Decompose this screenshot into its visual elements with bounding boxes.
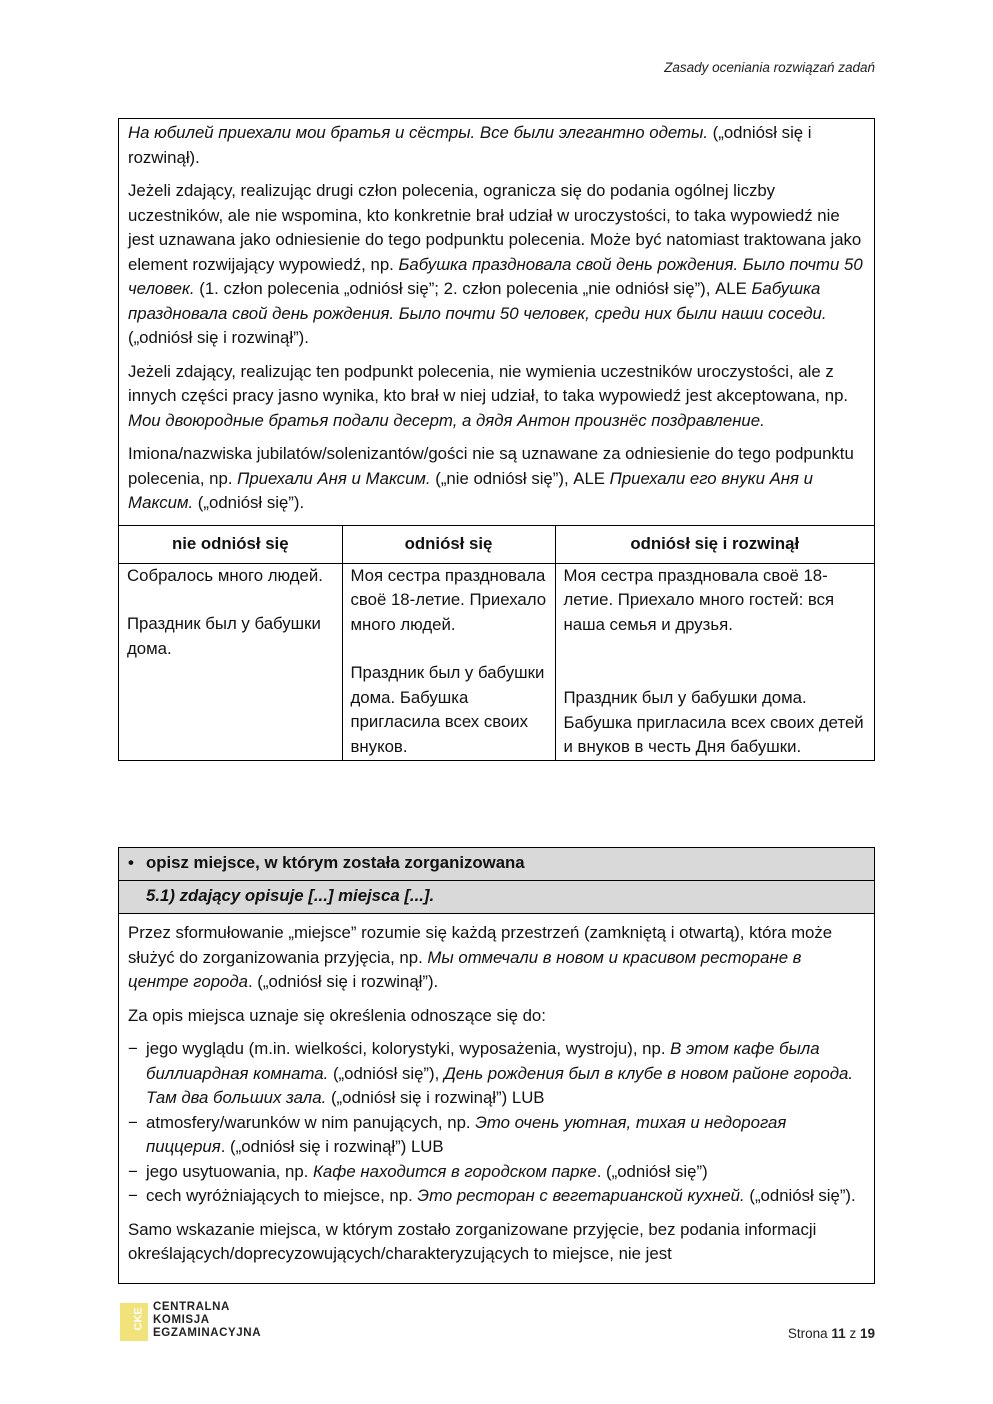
page-prefix: Strona (787, 1326, 832, 1341)
example-ru: На юбилей приехали мои братья и сёстры. Все были элегантно одеты. (128, 123, 708, 142)
header-addressed-developed: odniósł się i rozwinął (555, 525, 874, 563)
table-header-row (119, 525, 874, 563)
example-verdict: („odniósł się i rozwinął). (128, 123, 812, 167)
rule-text: („nie odniósł się”), ALE (430, 468, 610, 488)
example-ru: Моя сестра праздновала своё 18-летие. Приехало много гостей: вся наша семья и друзья. (563, 565, 835, 634)
table-row (119, 563, 874, 760)
example-ru: Это ресторан с вегетарианской кухней. (417, 1186, 745, 1205)
rule-text: Imiona/nazwiska jubilatów/solenizantów/gości nie są uznawane za odniesienie do tego podpunktu polecenia, np. (128, 444, 854, 488)
example-ru: Праздник был у бабушки дома. Бабушка пригласила всех своих внуков. (350, 663, 545, 756)
rule-text: (1. człon polecenia „odniósł się”; 2. człon polecenia „nie odniósł się”), ALE (194, 279, 752, 298)
example-ru: Собралось много людей. (127, 565, 323, 585)
example-verdict: („odniósł się”). (744, 1186, 856, 1205)
header-not-addressed: nie odniósł się (119, 525, 342, 563)
table-cell (119, 563, 342, 760)
page-separator: z (845, 1326, 860, 1341)
page-number (788, 1326, 875, 1341)
example-ru: Приехали его внуки Аня и Максим. (128, 468, 813, 512)
rule-text: atmosfery/warunków w nim panujących, np. (146, 1112, 476, 1132)
rule-text: jego usytuowania, np. (146, 1161, 313, 1181)
list-item (128, 1111, 865, 1160)
example-verdict: . („odniósł się i rozwinął”) LUB (220, 1137, 444, 1156)
criteria-box-place (118, 847, 875, 1284)
spacer (351, 637, 547, 661)
example-ru: Это очень уютная, тихая и недорогая пиццерия (146, 1112, 787, 1156)
logo-line: KOMISJA (153, 1314, 210, 1326)
example-verdict: . („odniósł się i rozwinął”). (247, 972, 439, 991)
rule-paragraph-general-count (128, 179, 865, 351)
example-ru: Кафе находится в городском парке (313, 1161, 597, 1181)
list-intro: Za opis miejsca uznaje się określenia odnoszące się do: (128, 1005, 546, 1025)
logo-line: EGZAMINACYJNA (153, 1327, 262, 1339)
example-ru: День рождения был в клубе в новом районе города. Там два больших зала. (146, 1063, 853, 1107)
requirement-row: 5.1) zdający opisuje [...] miejsca [...]. (119, 881, 874, 914)
bullet-icon: • (128, 853, 134, 872)
table-cell (555, 563, 874, 760)
list-item (128, 1037, 865, 1111)
logo-line: CENTRALNA (153, 1301, 230, 1313)
example-ru: В этом кафе была биллиардная комната. (146, 1039, 820, 1083)
example-verdict: . („odniósł się”) (596, 1161, 708, 1181)
header-addressed: odniósł się (342, 525, 555, 563)
rule-paragraph-context (128, 360, 865, 434)
page-current: 11 (831, 1326, 846, 1341)
example-ru: Моя сестра праздновала своё 18-летие. Приехало много людей. (350, 565, 547, 634)
criteria-text (119, 914, 874, 1267)
example-ru: Бабушка праздновала свой день рождения. Было почти 50 человек, среди них были наши соседи. (128, 279, 827, 323)
task-bullet-text: opisz miejsce, w którym została zorganizowana (146, 853, 525, 872)
example-ru: Приехали Аня и Максим. (237, 468, 431, 488)
example-verdict: („odniósł się”), (328, 1063, 444, 1083)
rule-paragraph-place-only: Samo wskazanie miejsca, w którym zostało zorganizowane przyjęcie, bez podania informacji określających/doprecyzowujących/charakteryzujących to miejsce, nie jest (128, 1219, 817, 1263)
place-criteria-list (128, 1037, 865, 1209)
example-verdict: („odniósł się i rozwinął”) LUB (326, 1088, 545, 1107)
page-header-title: Zasady oceniania rozwiązań zadań (664, 60, 875, 75)
scoring-examples-table (119, 525, 874, 760)
logo-mark-text: CKE (132, 1307, 145, 1331)
example-ru: Праздник был у бабушки дома. Бабушка пригласила всех своих детей и внуков в честь Дня бабушки. (563, 688, 864, 756)
rule-text: Przez sformułowanie „miejsce” rozumie się każdą przestrzeń (zamkniętą i otwartą), która może służyć do zorganizowania przyjęcia, np. (128, 923, 833, 967)
task-bullet (119, 848, 874, 881)
example-verdict: („odniósł się”). (193, 493, 305, 512)
rule-text: jego wyglądu (m.in. wielkości, kolorystyki, wyposażenia, wystroju), np. (146, 1039, 671, 1058)
list-item (128, 1160, 865, 1185)
rule-text: Jeżeli zdający, realizując drugi człon polecenia, ogranicza się do podania ogólnej liczby uczestników, ale nie wspomina, kto konkretnie brał udział w uroczystości, to taka wypowiedź nie jest uznawana jako odniesienie do tego podpunktu polecenia. Może być natomiast traktowana jako element rozwijający wypowiedź, np. (128, 181, 862, 274)
criteria-text (119, 119, 874, 516)
example-ru: Бабушка праздновала свой день рождения. Было почти 50 человек. (128, 254, 863, 298)
example-paragraph (128, 121, 865, 170)
rule-text: Jeżeli zdający, realizując ten podpunkt polecenia, nie wymienia uczestników uroczystości, ale z innych części pracy jasno wynika, kto brał w niej udział, to taka wypowiedź jest akceptowana, np. (128, 361, 849, 405)
spacer (564, 637, 867, 686)
example-verdict: („odniósł się i rozwinął”). (128, 328, 309, 347)
example-ru: Мои двоюродные братья подали десерт, а дядя Антон произнёс поздравление. (128, 410, 765, 430)
rule-paragraph-names (128, 442, 865, 516)
rule-text: cech wyróżniających to miejsce, np. (146, 1186, 418, 1205)
table-cell (342, 563, 555, 760)
logo-text (153, 1301, 261, 1340)
list-item (128, 1184, 865, 1209)
example-ru: Праздник был у бабушки дома. (127, 614, 321, 658)
page-total: 19 (859, 1326, 875, 1341)
cke-logo-mark (120, 1303, 148, 1341)
example-ru: Мы отмечали в новом и красивом ресторане в центре города (128, 947, 802, 991)
spacer (127, 588, 334, 612)
rule-paragraph-place-definition (128, 921, 865, 995)
criteria-box-participants (118, 118, 875, 761)
